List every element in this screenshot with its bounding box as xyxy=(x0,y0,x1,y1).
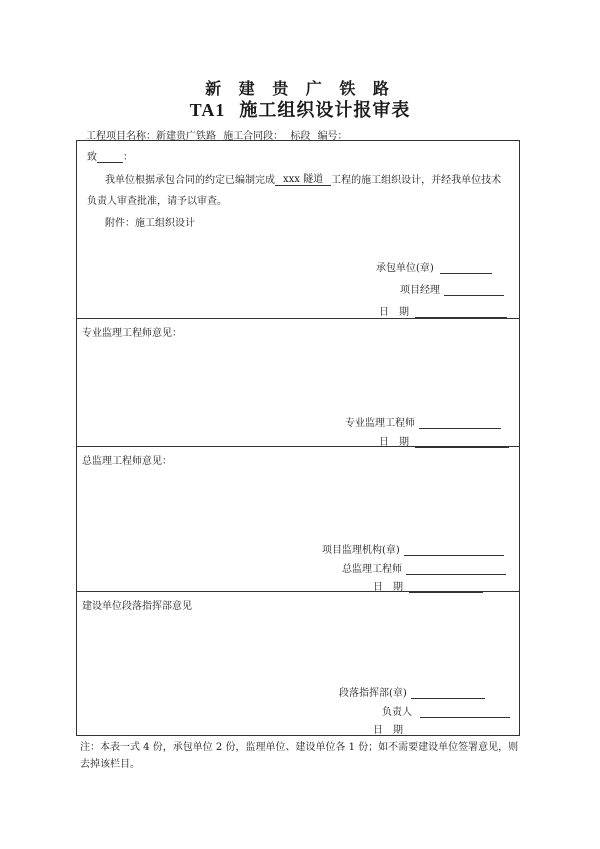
footer-note: 注：本表一式 4 份，承包单位 2 份，监理单位、建设单位各 1 份；如不需要建设单位签署意见，则去掉该栏目。 xyxy=(80,742,519,770)
submission-date-row: 日 期 xyxy=(379,303,507,318)
form-code: TA1 xyxy=(189,100,226,120)
contractor-sign-row: 承包单位(章) xyxy=(376,259,492,274)
addressee-line: 致 ： xyxy=(87,152,133,163)
specialist-engineer-blank xyxy=(419,428,501,429)
contractor-blank xyxy=(440,273,492,274)
specialist-date-row: 日 期 xyxy=(379,433,509,448)
owner-date-row: 日 期 xyxy=(373,721,505,736)
command-dept-blank xyxy=(411,698,485,699)
supervision-org-blank xyxy=(404,555,504,556)
form-number-label: 编号： xyxy=(317,131,348,142)
chief-engineer-row: 总监理工程师 xyxy=(342,560,506,575)
project-manager-blank xyxy=(444,295,504,296)
specialist-date-blank xyxy=(415,447,509,448)
specialist-opinion-title: 专业监理工程师意见： xyxy=(82,328,182,339)
form-title xyxy=(0,96,600,122)
specialist-engineer-row: 专业监理工程师 xyxy=(345,414,501,429)
chief-date-blank xyxy=(409,592,483,593)
addressee-blank xyxy=(97,162,123,163)
submission-body-line1: 我单位根据承包合同的约定已编制完成 xxx 隧道 工程的施工组织设计，并经我单位技术 xyxy=(105,170,501,186)
project-manager-row: 项目经理 xyxy=(400,281,504,296)
owner-responsible-row: 负责人 xyxy=(382,703,510,718)
railway-title: 新 建 贵 广 铁 路 xyxy=(205,79,395,98)
owner-opinion-title: 建设单位段落指挥部意见 xyxy=(82,601,192,612)
owner-responsible-blank xyxy=(420,717,510,718)
attachment-line: 附件：施工组织设计 xyxy=(105,218,195,229)
submission-body-line2: 负责人审查批准，请予以审查。 xyxy=(87,196,227,207)
bid-section: 标段 xyxy=(290,131,311,142)
chief-date-row: 日 期 xyxy=(373,578,483,593)
form-name: 施工组织设计报审表 xyxy=(239,100,411,121)
project-item: xxx 隧道 xyxy=(275,170,331,186)
review-form-table xyxy=(76,140,520,736)
chief-opinion-title: 总监理工程师意见： xyxy=(82,456,172,467)
owner-date-blank xyxy=(409,735,505,736)
command-dept-row: 段落指挥部(章) xyxy=(339,684,485,699)
supervision-org-row: 项目监理机构(章) xyxy=(322,541,504,556)
project-name: 工程项目名称：新建贵广铁路 xyxy=(86,131,216,142)
chief-engineer-blank xyxy=(406,574,506,575)
addressee-label: 致 xyxy=(87,152,97,163)
contract-section: 施工合同段： xyxy=(223,131,284,142)
